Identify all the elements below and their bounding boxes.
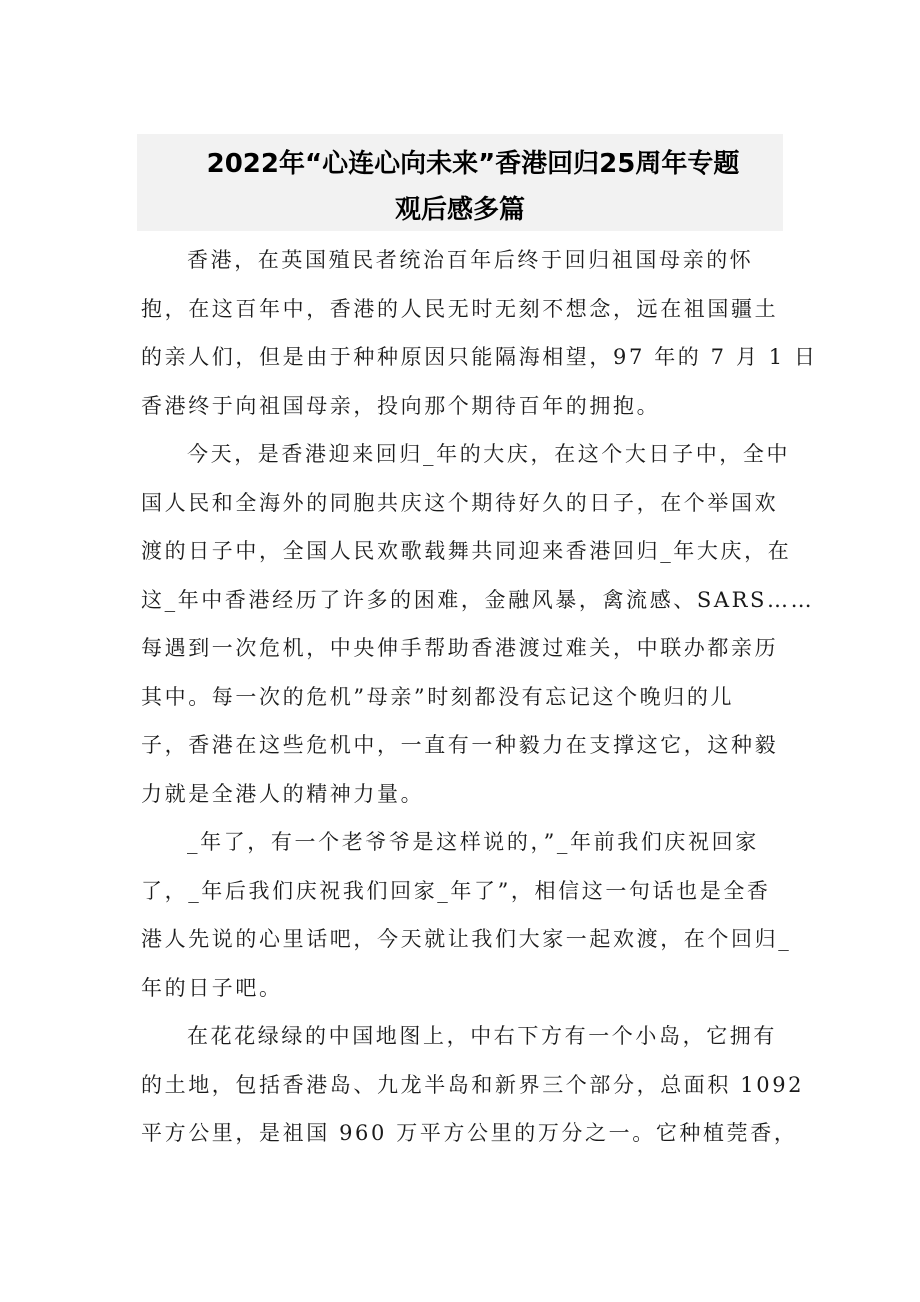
text-line: 年的日子吧。 — [141, 975, 283, 1000]
text-line: 今天，是香港迎来回归_年的大庆，在这个大日子中，全中 — [187, 442, 791, 466]
text-line: 子，香港在这些危机中，一直有一种毅力在支撑这它，这种毅 — [141, 733, 779, 757]
text-line: 在花花绿绿的中国地图上，中右下方有一个小岛，它拥有 — [187, 1024, 777, 1048]
text-line: 平方公里，是祖国 960 万平方公里的万分之一。它种植莞香， — [141, 1121, 798, 1145]
text-line: 这_年中香港经历了许多的困难，金融风暴，禽流感、SARS…… — [141, 587, 815, 612]
text-line: 国人民和全海外的同胞共庆这个期待好久的日子，在个举国欢 — [141, 490, 779, 515]
text-line: 力就是全港人的精神力量。 — [141, 781, 425, 806]
text-line: 了，_年后我们庆祝我们回家_年了”，相信这一句话也是全香 — [141, 878, 771, 903]
title-line-2: 观后感多篇 — [394, 195, 525, 225]
text-line: 每遇到一次危机，中央伸手帮助香港渡过难关，中联办都亲历 — [141, 636, 779, 660]
text-line: 香港，在英国殖民者统治百年后终于回归祖国母亲的怀 — [187, 248, 754, 272]
text-line: 抱，在这百年中，香港的人民无时无刻不想念，远在祖国疆土 — [141, 296, 779, 321]
title-line-1: 2022年“心连心向未来”香港回归25周年专题 — [206, 149, 740, 179]
text-line: 香港终于向祖国母亲，投向那个期待百年的拥抱。 — [141, 393, 661, 418]
text-line: 渡的日子中，全国人民欢歌载舞共同迎来香港回归_年大庆，在 — [141, 539, 792, 563]
document-title — [137, 134, 783, 231]
paragraph-2 — [141, 430, 815, 818]
text-line: 其中。每一次的危机”母亲”时刻都没有忘记这个晚归的儿 — [141, 684, 735, 709]
paragraph-3 — [141, 818, 792, 1012]
text-line: 的亲人们，但是由于种种原因只能隔海相望，97 年的 7 月 1 日 — [141, 345, 818, 369]
paragraph-1 — [141, 236, 818, 430]
document-body — [141, 236, 818, 1158]
paragraph-4 — [141, 1012, 805, 1158]
text-line: 港人先说的心里话吧，今天就让我们大家一起欢渡，在个回归_ — [141, 927, 792, 951]
text-line: 的土地，包括香港岛、九龙半岛和新界三个部分，总面积 1092 — [141, 1072, 805, 1097]
text-line: _年了，有一个老爷爷是这样说的，”_年前我们庆祝回家 — [187, 830, 759, 854]
